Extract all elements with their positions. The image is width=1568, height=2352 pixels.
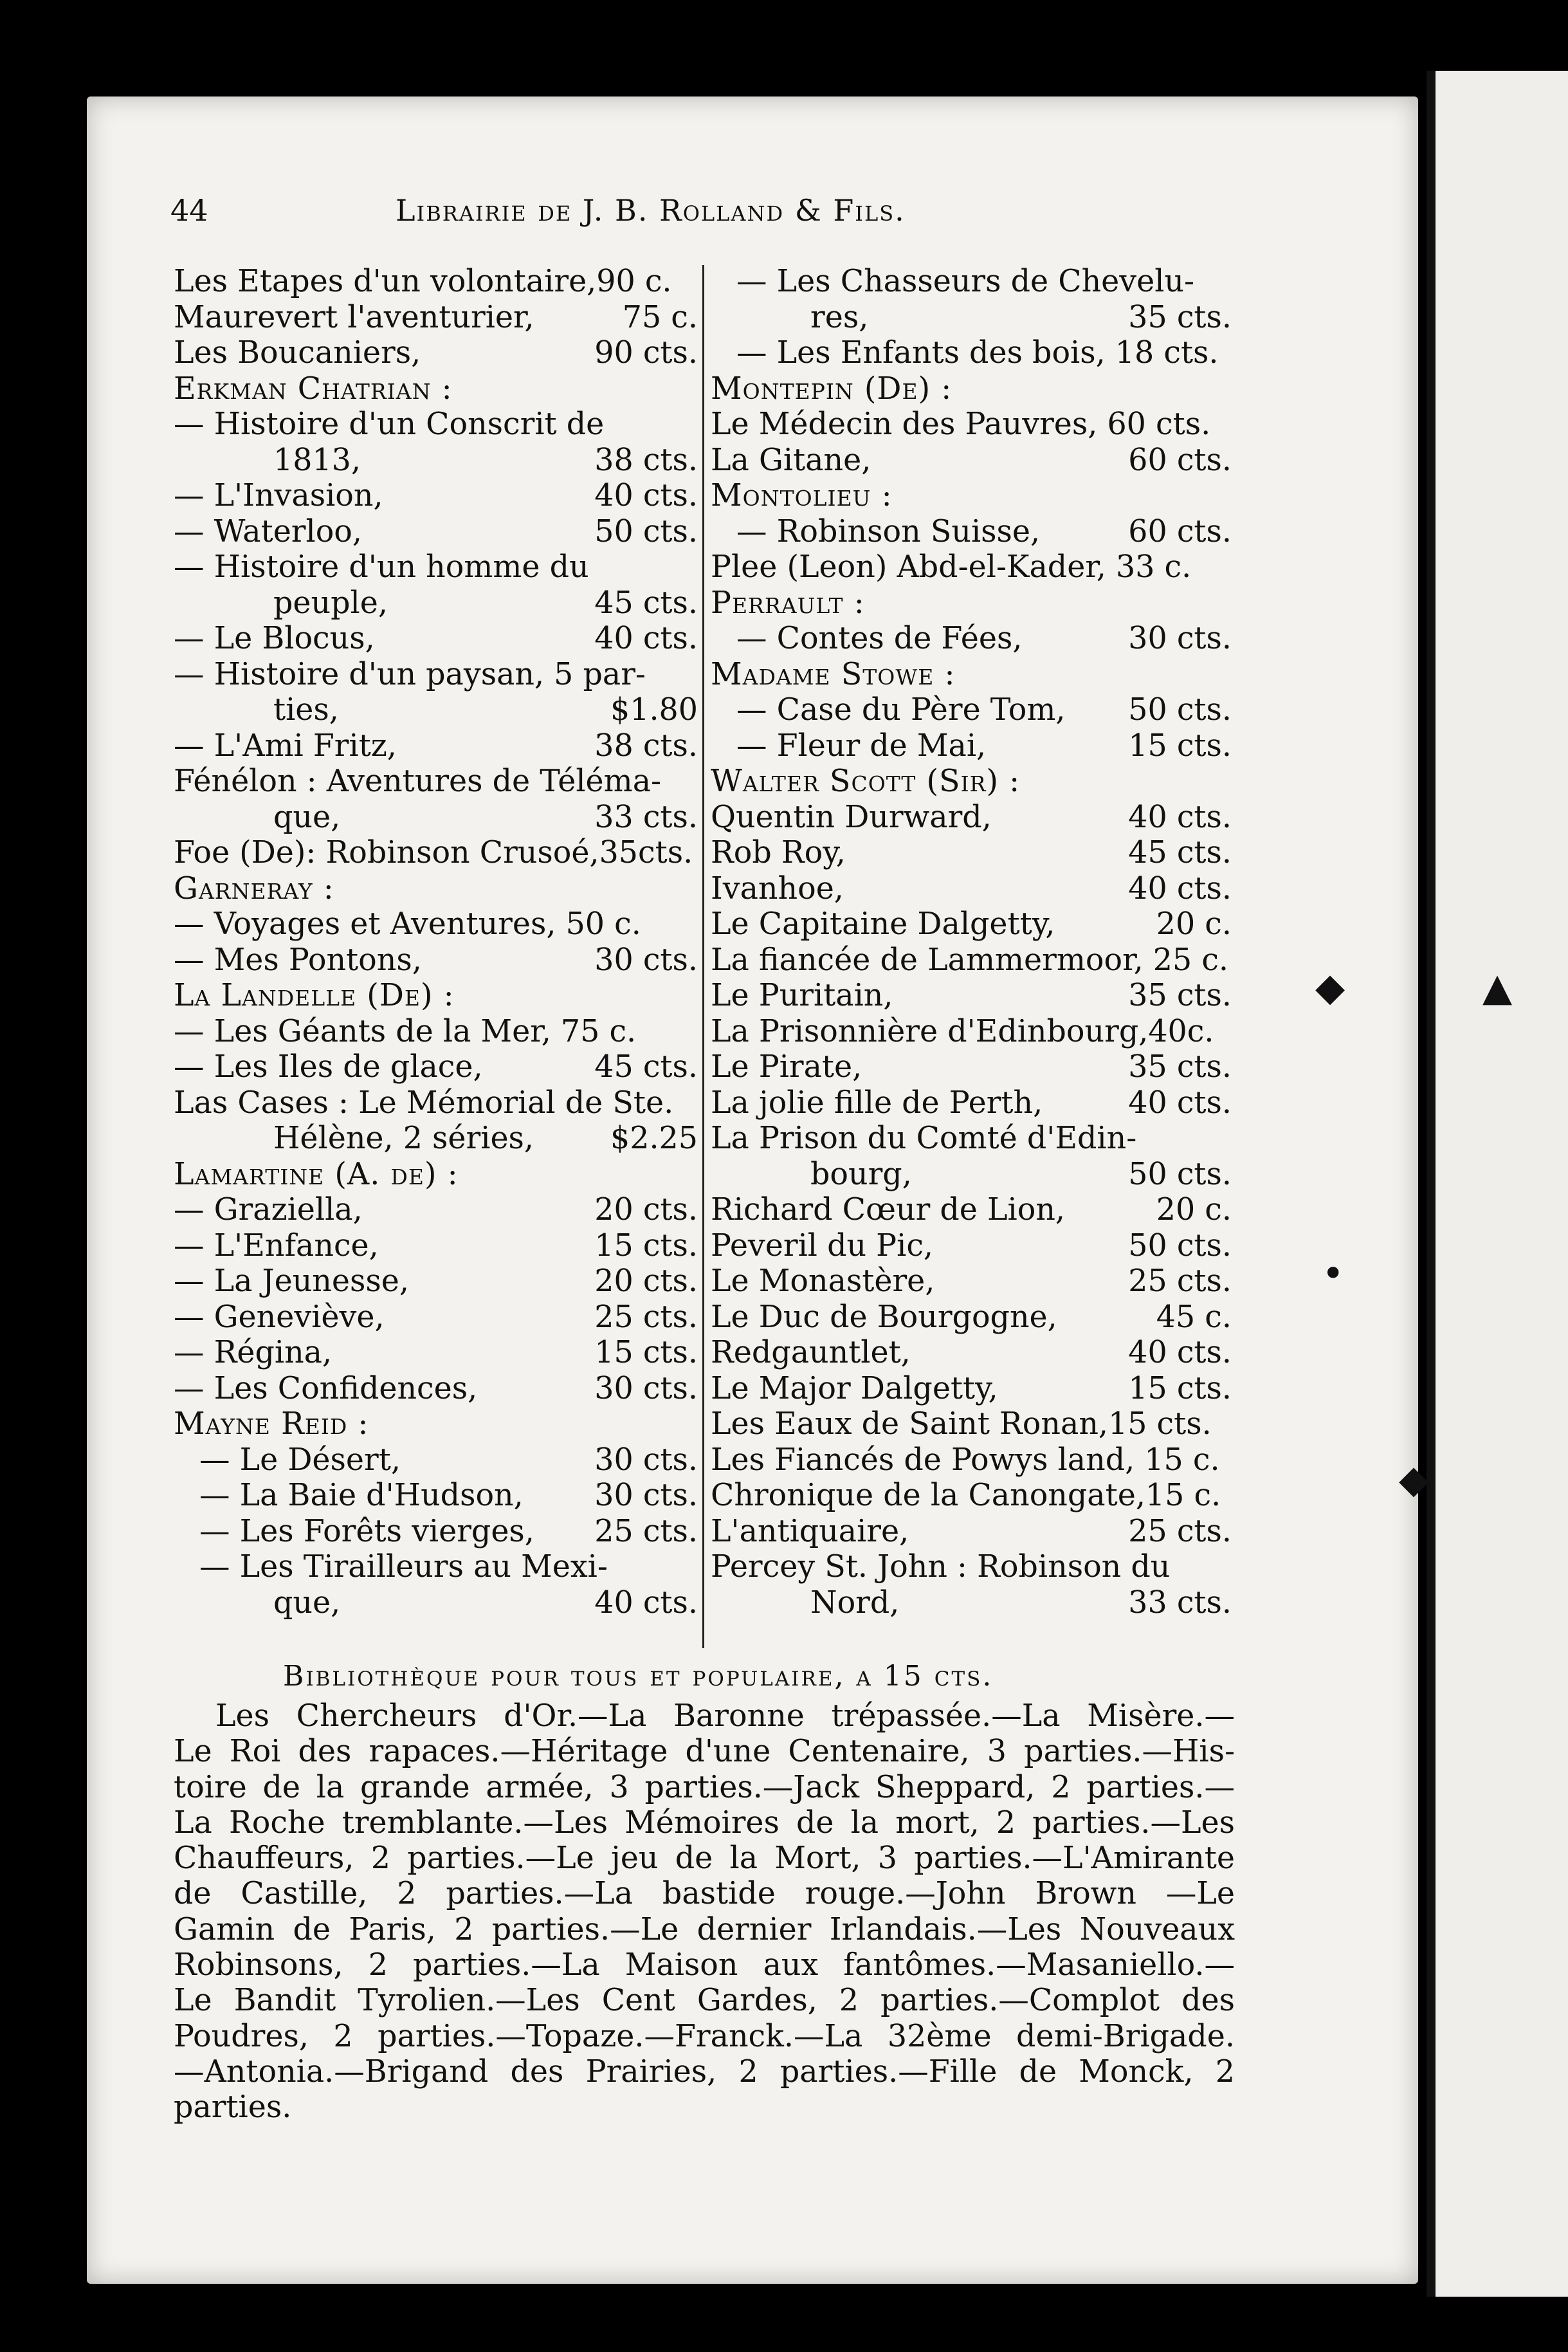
catalog-entry xyxy=(711,835,1232,871)
entry-title: Les Fiancés de Powys land, 15 c. xyxy=(711,1442,1220,1478)
paragraph-line: Poudres, 2 parties.—Topaze.—Franck.—La 32ème demi-Brigade. xyxy=(174,2018,1235,2054)
catalog-entry xyxy=(174,300,698,336)
entry-title: Les Etapes d'un volontaire,90 c. xyxy=(174,264,672,299)
entry-price: 50 cts. xyxy=(1128,1156,1232,1192)
entry-title: ties, xyxy=(273,692,339,728)
entry-title: — Graziella, xyxy=(174,1192,363,1227)
entry-title: Quentin Durward, xyxy=(711,799,992,835)
catalog-entry xyxy=(711,371,1232,407)
entry-title: que, xyxy=(273,1585,341,1621)
catalog-entry xyxy=(711,1514,1232,1550)
catalog-entry xyxy=(711,478,1232,514)
entry-price: 60 cts. xyxy=(1128,442,1232,478)
entry-price: 45 cts. xyxy=(594,585,698,621)
entry-title: — Fleur de Mai, xyxy=(736,728,987,764)
entry-title: Nord, xyxy=(810,1585,900,1621)
catalog-entry xyxy=(174,906,698,942)
catalog-entry xyxy=(711,264,1232,300)
author-heading: Perrault : xyxy=(711,585,865,621)
entry-price: 15 cts. xyxy=(1128,1370,1232,1406)
entry-price: 40 cts. xyxy=(1128,799,1232,835)
catalog-entry xyxy=(174,978,698,1014)
entry-title: Le Major Dalgetty, xyxy=(711,1370,998,1406)
entry-title: — Les Iles de glace, xyxy=(174,1049,483,1085)
author-heading: Erkman Chatrian : xyxy=(174,371,453,407)
paragraph-line: Robinsons, 2 parties.—La Maison aux fantômes.—Masaniello.— xyxy=(174,1947,1235,1983)
entry-price: 30 cts. xyxy=(594,1442,698,1478)
catalog-entry xyxy=(174,942,698,978)
catalog-entry xyxy=(711,1157,1232,1193)
catalog-entry xyxy=(711,1300,1232,1336)
entry-price: 60 cts. xyxy=(1128,513,1232,549)
entry-price: 33 cts. xyxy=(594,799,698,835)
catalog-entry xyxy=(174,549,698,585)
entry-title: Le Médecin des Pauvres, 60 cts. xyxy=(711,407,1211,442)
entry-title: que, xyxy=(273,799,341,835)
entry-title: La Prisonnière d'Edinbourg,40c. xyxy=(711,1013,1214,1049)
catalog-entry xyxy=(174,1442,698,1478)
entry-title: peuple, xyxy=(273,585,388,621)
catalog-entry xyxy=(711,407,1232,443)
entry-title: Chronique de la Canongate,15 c. xyxy=(711,1478,1221,1513)
entry-title: — Case du Père Tom, xyxy=(736,692,1066,728)
paragraph-line: Gamin de Paris, 2 parties.—Le dernier Irlandais.—Les Nouveaux xyxy=(174,1911,1235,1947)
entry-title: — Le Blocus, xyxy=(174,621,375,656)
entry-title: — Geneviève, xyxy=(174,1299,385,1335)
entry-title: — Les Géants de la Mer, 75 c. xyxy=(174,1013,637,1049)
author-heading: Montepin (De) : xyxy=(711,371,953,407)
catalog-entry xyxy=(711,335,1232,371)
entry-title: Fénélon : Aventures de Téléma- xyxy=(174,764,662,799)
entry-price: 30 cts. xyxy=(1128,621,1232,656)
entry-price: 75 c. xyxy=(622,299,698,335)
catalog-entry xyxy=(174,1192,698,1228)
entry-title: La Gitane, xyxy=(711,442,871,478)
catalog-entry xyxy=(174,728,698,764)
catalog-entry xyxy=(711,800,1232,836)
catalog-entry xyxy=(174,478,698,514)
margin-mark: ◆ xyxy=(1399,1457,1429,1502)
paragraph-line: Chauffeurs, 2 parties.—Le jeu de la Mort, 3 parties.—L'Amirante xyxy=(174,1841,1235,1877)
entry-title: — Le Désert, xyxy=(199,1442,401,1478)
catalog-entry xyxy=(174,1014,698,1050)
entry-price: 25 cts. xyxy=(594,1513,698,1549)
entry-title: Plee (Leon) Abd-el-Kader, 33 c. xyxy=(711,549,1192,585)
entry-price: 25 cts. xyxy=(1128,1513,1232,1549)
page-header xyxy=(170,193,1322,244)
catalog-entry xyxy=(711,906,1232,942)
entry-price: 15 cts. xyxy=(594,1335,698,1370)
catalog-entry xyxy=(174,1335,698,1371)
catalog-entry xyxy=(711,1549,1232,1585)
catalog-entry xyxy=(711,728,1232,764)
catalog-entry xyxy=(711,1014,1232,1050)
catalog-entry xyxy=(711,585,1232,621)
catalog-entry xyxy=(711,1371,1232,1407)
entry-title: — Régina, xyxy=(174,1335,333,1370)
catalog-entry xyxy=(711,443,1232,479)
entry-price: 45 cts. xyxy=(1128,835,1232,870)
catalog-entry xyxy=(711,549,1232,585)
entry-price: 25 cts. xyxy=(594,1299,698,1335)
catalog-entry xyxy=(711,657,1232,693)
catalog-entry xyxy=(711,978,1232,1014)
entry-title: Le Capitaine Dalgetty, xyxy=(711,906,1055,942)
entry-title: — La Baie d'Hudson, xyxy=(199,1478,524,1513)
entry-price: 20 c. xyxy=(1156,1192,1232,1227)
catalog-entry xyxy=(711,942,1232,978)
catalog-entry xyxy=(174,1300,698,1336)
catalog-entry xyxy=(174,407,698,443)
catalog-entry xyxy=(174,1585,698,1621)
catalog-entry xyxy=(174,1049,698,1085)
author-heading: Walter Scott (Sir) : xyxy=(711,764,1021,799)
entry-price: 30 cts. xyxy=(594,1370,698,1406)
column-divider xyxy=(702,265,704,1648)
catalog-entry xyxy=(711,1478,1232,1514)
entry-price: $1.80 xyxy=(610,692,698,728)
running-title: Librairie de J. B. Rolland & Fils. xyxy=(396,193,906,228)
catalog-entry xyxy=(174,1406,698,1442)
catalog-entry xyxy=(174,1371,698,1407)
catalog-entry xyxy=(711,1585,1232,1621)
entry-price: 50 cts. xyxy=(1128,692,1232,728)
entry-price: 20 cts. xyxy=(594,1263,698,1299)
adjacent-page-edge xyxy=(1427,71,1568,2297)
catalog-entry xyxy=(174,1514,698,1550)
author-heading: Lamartine (A. de) : xyxy=(174,1156,459,1192)
entry-price: 40 cts. xyxy=(1128,870,1232,906)
entry-title: Hélène, 2 séries, xyxy=(273,1121,534,1156)
entry-price: 35 cts. xyxy=(1128,978,1232,1013)
entry-title: — Histoire d'un homme du xyxy=(174,549,589,585)
right-column xyxy=(711,264,1232,1621)
left-column xyxy=(174,264,698,1621)
entry-price: 40 cts. xyxy=(1128,1085,1232,1121)
entry-price: 40 cts. xyxy=(594,1585,698,1621)
entry-price: 38 cts. xyxy=(594,728,698,764)
entry-price: 40 cts. xyxy=(1128,1335,1232,1370)
entry-title: Foe (De): Robinson Crusoé,35cts. xyxy=(174,835,693,870)
catalog-entry xyxy=(174,1478,698,1514)
entry-price: $2.25 xyxy=(610,1121,698,1156)
entry-title: — Histoire d'un Conscrit de xyxy=(174,407,605,442)
catalog-entry xyxy=(711,1085,1232,1121)
catalog-entry xyxy=(174,585,698,621)
catalog-entry xyxy=(174,1549,698,1585)
catalog-entry xyxy=(174,764,698,800)
entry-price: 50 cts. xyxy=(1128,1227,1232,1263)
entry-title: La fiancée de Lammermoor, 25 c. xyxy=(711,942,1229,978)
entry-title: — L'Enfance, xyxy=(174,1227,379,1263)
catalog-entry xyxy=(174,692,698,728)
entry-title: Le Pirate, xyxy=(711,1049,862,1085)
catalog-entry xyxy=(174,835,698,871)
catalog-entry xyxy=(711,1406,1232,1442)
margin-mark: • xyxy=(1322,1251,1345,1296)
catalog-entry xyxy=(174,335,698,371)
entry-title: — Les Confidences, xyxy=(174,1370,478,1406)
catalog-entry xyxy=(711,871,1232,907)
entry-title: — L'Ami Fritz, xyxy=(174,728,397,764)
entry-price: 40 cts. xyxy=(594,478,698,513)
entry-title: — Mes Pontons, xyxy=(174,942,422,978)
catalog-entry xyxy=(174,621,698,657)
entry-title: Percey St. John : Robinson du xyxy=(711,1549,1171,1585)
entry-price: 40 cts. xyxy=(594,621,698,656)
author-heading: La Landelle (De) : xyxy=(174,978,455,1013)
catalog-entry xyxy=(174,871,698,907)
page-number: 44 xyxy=(170,193,208,228)
catalog-entry xyxy=(174,371,698,407)
catalog-entry xyxy=(174,514,698,550)
entry-title: Las Cases : Le Mémorial de Ste. xyxy=(174,1085,674,1121)
entry-title: — Waterloo, xyxy=(174,513,363,549)
entry-title: Les Boucaniers, xyxy=(174,335,421,371)
entry-price: 20 cts. xyxy=(594,1192,698,1227)
entry-title: — Voyages et Aventures, 50 c. xyxy=(174,906,641,942)
paragraph-line: Le Bandit Tyrolien.—Les Cent Gardes, 2 parties.—Complot des xyxy=(174,1983,1235,2019)
author-heading: Montolieu : xyxy=(711,478,893,513)
catalog-entry xyxy=(711,1192,1232,1228)
entry-title: — Histoire d'un paysan, 5 par- xyxy=(174,656,646,692)
section-title: Bibliothèque pour tous et populaire, a 15 cts. xyxy=(283,1660,994,1693)
catalog-entry xyxy=(711,1121,1232,1157)
entry-title: La Prison du Comté d'Edin- xyxy=(711,1121,1137,1156)
catalog-entry xyxy=(711,1228,1232,1264)
entry-price: 33 cts. xyxy=(1128,1585,1232,1621)
margin-mark: ◆ xyxy=(1315,965,1345,1010)
entry-price: 20 c. xyxy=(1156,906,1232,942)
catalog-entry xyxy=(174,1263,698,1300)
entry-title: Ivanhoe, xyxy=(711,870,844,906)
catalog-entry xyxy=(711,1049,1232,1085)
entry-price: 45 cts. xyxy=(594,1049,698,1085)
entry-price: 45 c. xyxy=(1156,1299,1232,1335)
entry-price: 15 cts. xyxy=(594,1227,698,1263)
entry-price: 50 cts. xyxy=(594,513,698,549)
entry-title: — Contes de Fées, xyxy=(736,621,1023,656)
catalog-entry xyxy=(174,264,698,300)
entry-title: Le Monastère, xyxy=(711,1263,935,1299)
catalog-entry xyxy=(174,1228,698,1264)
entry-title: Redgauntlet, xyxy=(711,1335,911,1370)
entry-title: res, xyxy=(810,299,869,335)
entry-price: 90 cts. xyxy=(594,335,698,371)
entry-title: — L'Invasion, xyxy=(174,478,383,513)
catalog-entry xyxy=(174,443,698,479)
paragraph-line: toire de la grande armée, 3 parties.—Jack Sheppard, 2 parties.— xyxy=(174,1769,1235,1805)
catalog-entry xyxy=(711,1263,1232,1300)
catalog-entry xyxy=(174,1121,698,1157)
paragraph-line: Les Chercheurs d'Or.—La Baronne trépassée.—La Misère.— xyxy=(215,1698,1235,1734)
bibliotheque-paragraph xyxy=(174,1698,1235,2126)
entry-price: 15 cts. xyxy=(1128,728,1232,764)
margin-mark: ▲ xyxy=(1482,965,1513,1010)
catalog-entry xyxy=(711,1442,1232,1478)
entry-price: 35 cts. xyxy=(1128,1049,1232,1085)
author-heading: Garneray : xyxy=(174,870,334,906)
entry-title: — Les Forêts vierges, xyxy=(199,1513,534,1549)
entry-title: Richard Cœur de Lion, xyxy=(711,1192,1066,1227)
entry-title: bourg, xyxy=(810,1156,912,1192)
entry-title: — Les Chasseurs de Chevelu- xyxy=(736,264,1195,299)
paragraph-line: —Antonia.—Brigand des Prairies, 2 parties.—Fille de Monck, 2 xyxy=(174,2053,1235,2090)
entry-price: 30 cts. xyxy=(594,1478,698,1513)
paragraph-line: La Roche tremblante.—Les Mémoires de la mort, 2 parties.—Les xyxy=(174,1805,1235,1841)
entry-title: La jolie fille de Perth, xyxy=(711,1085,1043,1121)
catalog-entry xyxy=(711,514,1232,550)
author-heading: Madame Stowe : xyxy=(711,656,956,692)
paragraph-line: parties. xyxy=(174,2090,292,2126)
entry-title: Rob Roy, xyxy=(711,835,846,870)
entry-title: Peveril du Pic, xyxy=(711,1227,934,1263)
entry-title: — Les Enfants des bois, 18 cts. xyxy=(736,335,1219,371)
author-heading: Mayne Reid : xyxy=(174,1406,369,1442)
catalog-entry xyxy=(711,621,1232,657)
entry-price: 25 cts. xyxy=(1128,1263,1232,1299)
entry-title: 1813, xyxy=(273,442,361,478)
catalog-entry xyxy=(174,657,698,693)
entry-title: Maurevert l'aventurier, xyxy=(174,299,534,335)
catalog-entry xyxy=(711,1335,1232,1371)
entry-title: Les Eaux de Saint Ronan,15 cts. xyxy=(711,1406,1212,1442)
paragraph-line: Le Roi des rapaces.—Héritage d'une Centenaire, 3 parties.—His- xyxy=(174,1734,1235,1770)
entry-title: Le Puritain, xyxy=(711,978,893,1013)
paragraph-line: de Castille, 2 parties.—La bastide rouge.—John Brown —Le xyxy=(174,1876,1235,1912)
catalog-entry xyxy=(711,764,1232,800)
catalog-entry xyxy=(174,800,698,836)
entry-title: L'antiquaire, xyxy=(711,1513,909,1549)
catalog-entry xyxy=(174,1157,698,1193)
entry-price: 38 cts. xyxy=(594,442,698,478)
catalog-entry xyxy=(711,300,1232,336)
entry-price: 35 cts. xyxy=(1128,299,1232,335)
catalog-entry xyxy=(174,1085,698,1121)
entry-title: — Les Tirailleurs au Mexi- xyxy=(199,1549,608,1585)
entry-price: 30 cts. xyxy=(594,942,698,978)
catalog-entry xyxy=(711,692,1232,728)
entry-title: — Robinson Suisse, xyxy=(736,513,1041,549)
entry-title: — La Jeunesse, xyxy=(174,1263,409,1299)
entry-title: Le Duc de Bourgogne, xyxy=(711,1299,1057,1335)
